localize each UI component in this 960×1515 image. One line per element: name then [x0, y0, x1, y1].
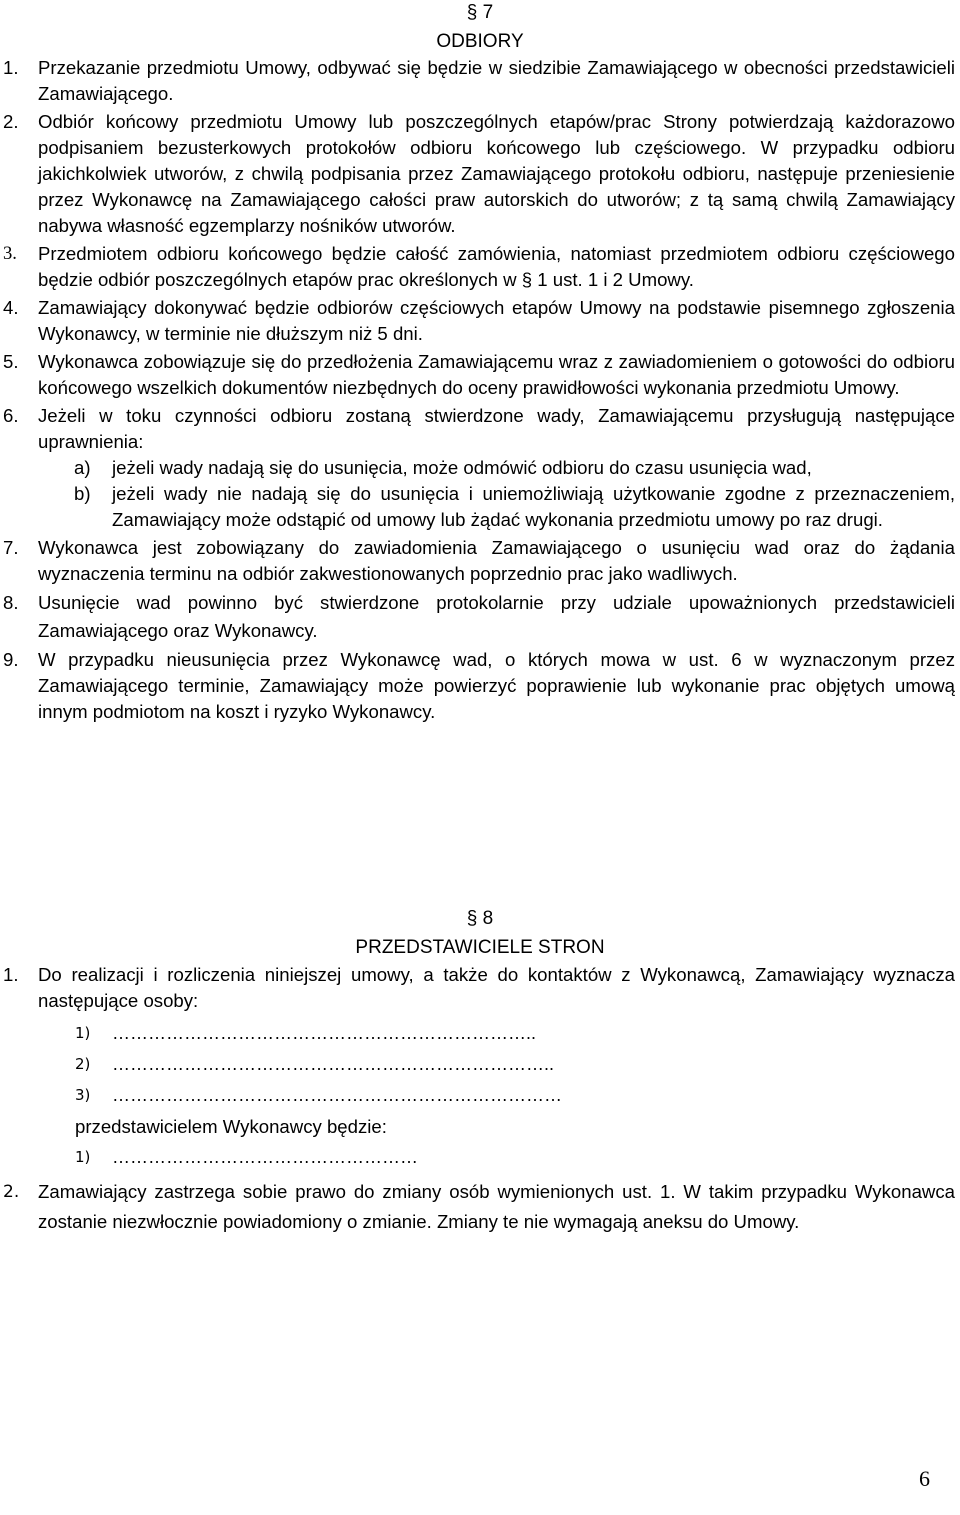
- item-text: Usunięcie wad powinno być stwierdzone protokolarnie przy udziale upoważnionych przedstawicieli Zamawiającego oraz Wykonawcy.: [38, 592, 955, 641]
- blank-dots: ………………………………………………………………..: [112, 1054, 555, 1074]
- list-item: [0, 535, 960, 587]
- item-number: 5.: [3, 351, 19, 372]
- item-text: Jeżeli w toku czynności odbioru zostaną stwierdzone wady, Zamawiającemu przysługują następujące uprawnienia:: [38, 405, 955, 452]
- sub-item: [0, 455, 960, 481]
- sub-item-text: jeżeli wady nadają się do usunięcia, może odmówić odbioru do czasu usunięcia wad,: [112, 457, 812, 478]
- item-number: 2.: [3, 1182, 20, 1202]
- list-item: [0, 295, 960, 347]
- blank-line: [0, 1018, 960, 1049]
- list-item: [0, 962, 960, 1014]
- section-number: § 7: [466, 2, 494, 23]
- item-number: 2.: [3, 111, 19, 132]
- section-8: [0, 906, 960, 1237]
- wykonawca-label: przedstawicielem Wykonawcy będzie:: [75, 1116, 387, 1137]
- item-text: W przypadku nieusunięcia przez Wykonawcę wad, o których mowa w ust. 6 w wyznaczonym przez Zamawiającego terminie, Zamawiający może powierzyć poprawienie lub wykonanie prac objętych umową innym podmiotom na koszt i ryzyko Wykonawcy.: [38, 649, 955, 722]
- item-text: Odbiór końcowy przedmiotu Umowy lub poszczególnych etapów/prac Strony potwierdzają każdorazowo podpisaniem bezusterkowych protokołów odbioru końcowego lub częściowego. W przypadku odbioru jakichkolwiek utworów, z chwilą podpisania przez Zamawiającego protokołu odbioru, następuje przeniesienie przez Wykonawcę na Zamawiającego całości praw autorskich do utworów; z tą samą chwilą Zamawiający nabywa własność egzemplarzy nośników utworów.: [38, 111, 955, 236]
- blank-dots: ……………………………………………: [112, 1147, 418, 1167]
- item-number: 9.: [3, 649, 19, 670]
- section-number: § 8: [466, 908, 494, 929]
- list-item: [0, 1177, 960, 1237]
- line-number: 2): [75, 1055, 91, 1073]
- line-number: 3): [75, 1086, 91, 1104]
- blank-line: [0, 1142, 960, 1173]
- item-number: 1.: [3, 57, 19, 78]
- item-number: 4.: [3, 297, 19, 318]
- list-item: [0, 647, 960, 725]
- sub-item-letter: b): [74, 483, 91, 504]
- sub-item-letter: a): [74, 457, 91, 478]
- list-item: [0, 55, 960, 107]
- section-title: ODBIORY: [436, 31, 524, 52]
- item-text: Przedmiotem odbioru końcowego będzie całość zamówienia, natomiast przedmiotem odbioru częściowego będzie odbiór poszczególnych etapów prac określonych w § 1 ust. 1 i 2 Umowy.: [38, 243, 955, 290]
- item-number: 1.: [3, 964, 19, 985]
- page-number: 6: [919, 1466, 930, 1491]
- section-7: [0, 0, 960, 725]
- list-item: [0, 241, 960, 293]
- sub-item-text: jeżeli wady nie nadają się do usunięcia i uniemożliwiają użytkowanie zgodne z przeznaczeniem, Zamawiający może odstąpić od umowy lub żądać wykonania przedmiotu umowy po raz drugi.: [112, 483, 955, 530]
- sub-item: [0, 481, 960, 533]
- item-text: Przekazanie przedmiotu Umowy, odbywać się będzie w siedzibie Zamawiającego w obecności przedstawicieli Zamawiającego.: [38, 57, 955, 104]
- item-text: Zamawiający zastrzega sobie prawo do zmiany osób wymienionych ust. 1. W takim przypadku Wykonawca zostanie niezwłocznie powiadomiony o zmianie. Zmiany te nie wymagają aneksu do Umowy.: [38, 1181, 955, 1232]
- blank-dots: ……………………………………………………………..: [112, 1023, 537, 1043]
- line-number: 1): [75, 1148, 91, 1166]
- list-item: [0, 109, 960, 239]
- item-list: [0, 55, 960, 725]
- wykonawca-representatives: [0, 1142, 960, 1173]
- item-text: Wykonawca zobowiązuje się do przedłożenia Zamawiającemu wraz z zawiadomieniem o gotowości do odbioru końcowego wszelkich dokumentów niezbędnych do oceny prawidłowości wykonania przedmiotu Umowy.: [38, 351, 955, 398]
- item-text: Zamawiający dokonywać będzie odbiorów częściowych etapów Umowy na podstawie pisemnego zgłoszenia Wykonawcy, w terminie nie dłuższym niż 5 dni.: [38, 297, 955, 344]
- list-item: [0, 589, 960, 645]
- item-number: 6.: [3, 405, 19, 426]
- line-number: 1): [75, 1024, 91, 1042]
- blank-line: [0, 1080, 960, 1111]
- blank-dots: …………………………………………………………………: [112, 1085, 562, 1105]
- item-number: 8.: [3, 592, 19, 613]
- list-item: [0, 403, 960, 455]
- item-number: 3.: [3, 243, 17, 264]
- section-title: PRZEDSTAWICIELE STRON: [355, 937, 605, 958]
- item-text: Wykonawca jest zobowiązany do zawiadomienia Zamawiającego o usunięciu wad oraz do żądania wyznaczenia terminu na odbiór zakwestionowanych poprzednio prac jako wadliwych.: [38, 537, 955, 584]
- zamawiajacy-representatives: [0, 1018, 960, 1111]
- blank-line: [0, 1049, 960, 1080]
- item-text: Do realizacji i rozliczenia niniejszej umowy, a także do kontaktów z Wykonawcą, Zamawiający wyznacza następujące osoby:: [38, 964, 955, 1011]
- list-item: [0, 349, 960, 401]
- item-number: 7.: [3, 537, 19, 558]
